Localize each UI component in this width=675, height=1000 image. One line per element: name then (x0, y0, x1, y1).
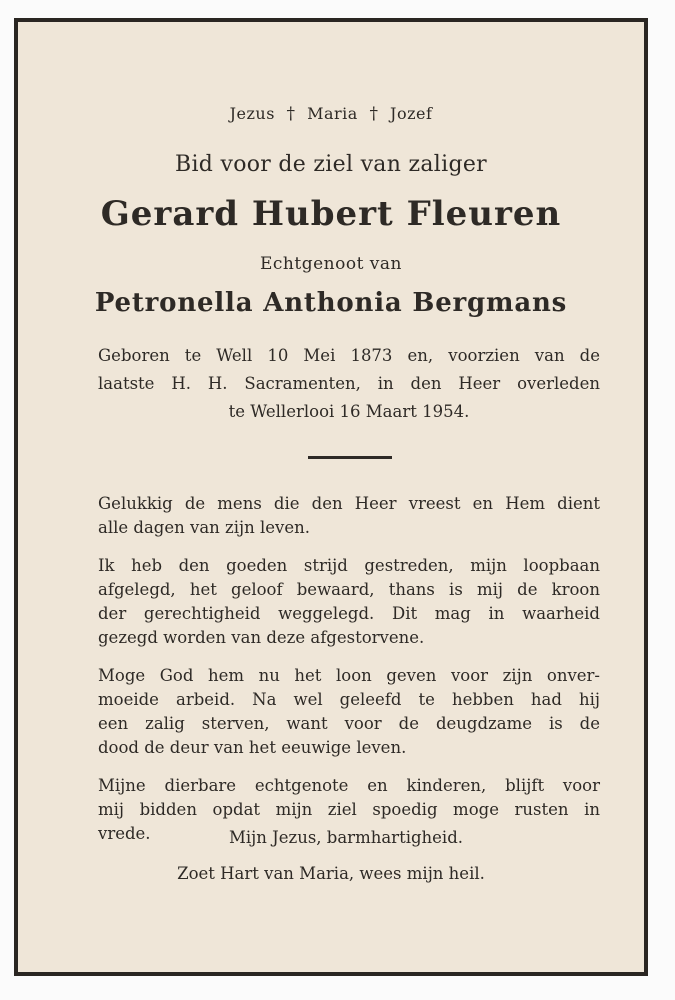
text-line: Ik heb den goeden strijd gestreden, mijn loopbaan (98, 556, 600, 575)
paragraph (98, 554, 600, 650)
text-line: mij bidden opdat mijn ziel spoedig moge rusten in (98, 800, 600, 819)
closing-prayers (18, 820, 644, 892)
text-line: afgelegd, het geloof bewaard, thans is mij de kroon (98, 580, 600, 599)
bio-line: te Wellerlooi 16 Maart 1954. (228, 402, 470, 421)
invocation-jozef: Jozef (390, 104, 433, 123)
memorial-card (14, 18, 648, 976)
spouse-intro: Echtgenoot van (260, 254, 402, 274)
closing-line-1: Mijn Jezus, barmhartigheid. (228, 828, 464, 847)
cross-icon: † (286, 104, 296, 124)
spouse-name: Petronella Anthonia Bergmans (94, 288, 568, 318)
paragraph (98, 664, 600, 760)
text-line: Gelukkig de mens die den Heer vreest en Hem dient (98, 494, 600, 513)
bio-line: laatste H. H. Sacramenten, in den Heer overleden (98, 374, 600, 393)
text-line: moeide arbeid. Na wel geleefd te hebben had hij (98, 690, 600, 709)
text-line: Moge God hem nu het loon geven voor zijn onver- (98, 666, 600, 685)
text-line: vrede. (98, 824, 151, 843)
cross-icon: † (369, 104, 379, 124)
text-line: der gerechtigheid weggelegd. Dit mag in waarheid (98, 604, 600, 623)
text-line: alle dagen van zijn leven. (98, 518, 310, 537)
prayer-intro: Bid voor de ziel van zaliger (175, 152, 487, 177)
biography (98, 342, 600, 426)
text-line: Mijne dierbare echtgenote en kinderen, blijft voor (98, 776, 600, 795)
invocation-maria: Maria (307, 104, 358, 123)
deceased-name: Gerard Hubert Fleuren (100, 194, 562, 234)
paragraph (98, 492, 600, 540)
text-line: een zalig sterven, want voor de deugdzame is de (98, 714, 600, 733)
invocation-line (18, 104, 644, 124)
divider (308, 456, 392, 459)
body-text (98, 492, 600, 860)
invocation-jezus: Jezus (229, 104, 275, 123)
text-line: dood de deur van het eeuwige leven. (98, 738, 407, 757)
text-line: gezegd worden van deze afgestorvene. (98, 628, 425, 647)
closing-line-2: Zoet Hart van Maria, wees mijn heil. (177, 864, 485, 883)
bio-line: Geboren te Well 10 Mei 1873 en, voorzien van de (98, 346, 600, 365)
